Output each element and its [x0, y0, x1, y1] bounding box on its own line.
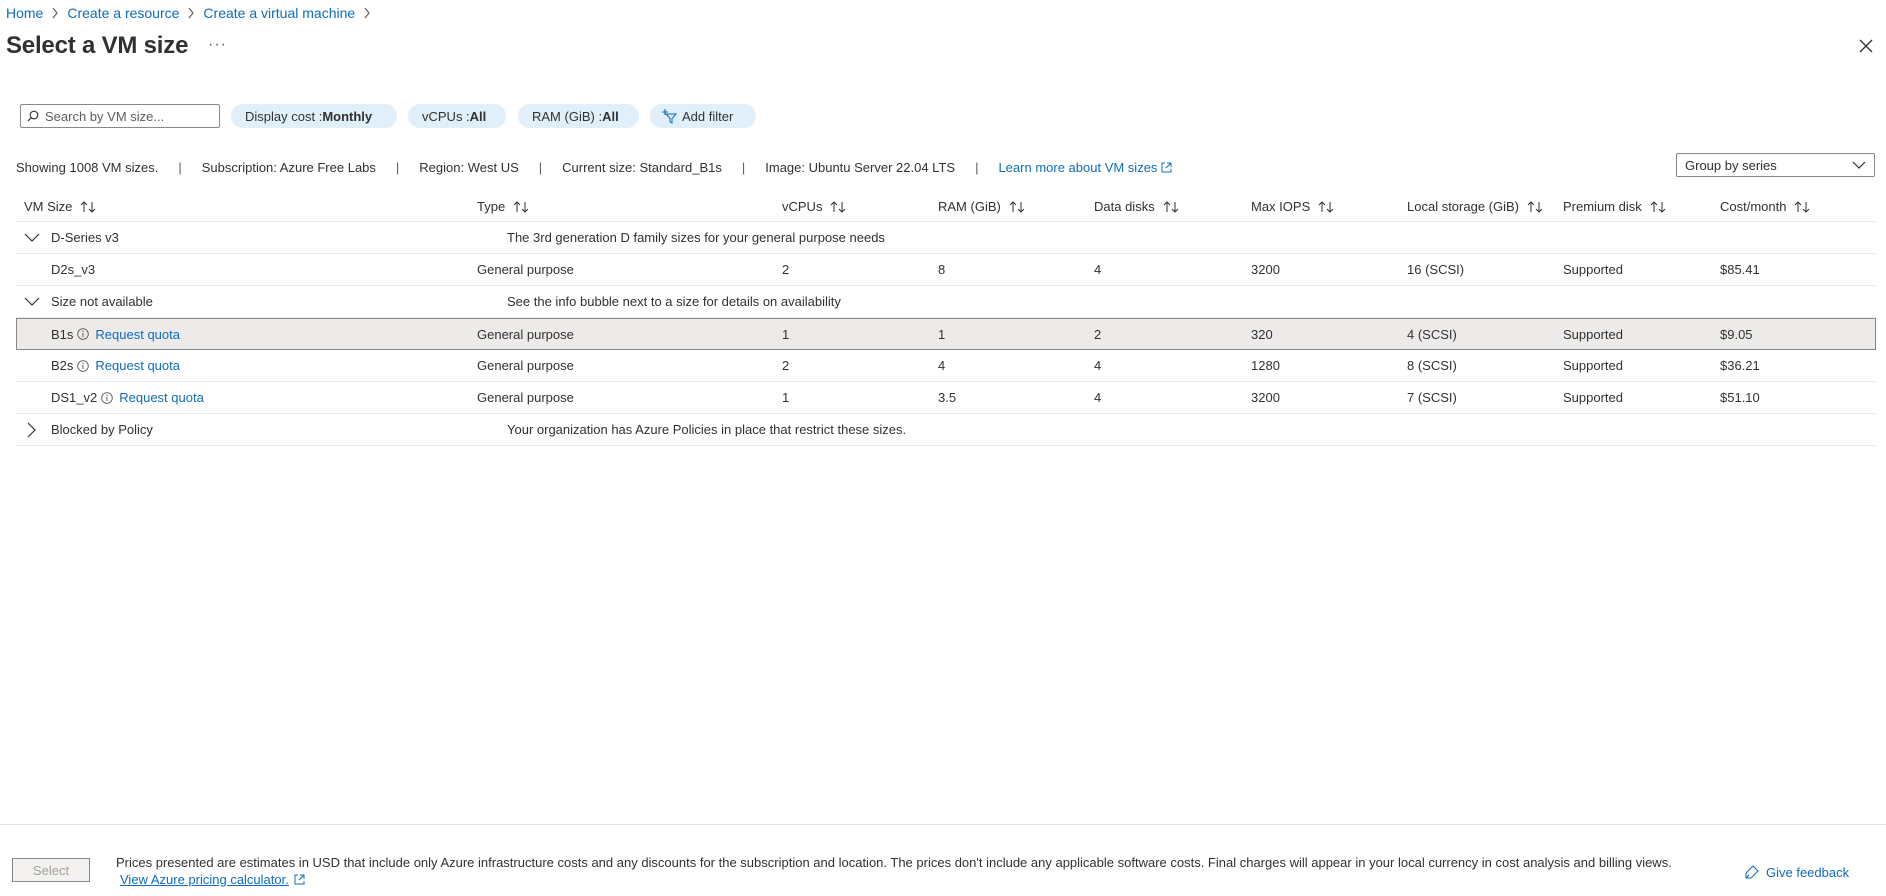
column-label: Type	[477, 199, 506, 214]
vm-size-cell	[51, 350, 180, 381]
group-description: Your organization has Azure Policies in place that restrict these sizes.	[507, 422, 907, 437]
group-by-dropdown[interactable]	[1676, 153, 1875, 177]
column-label: Data disks	[1094, 199, 1155, 214]
feedback-icon	[1744, 864, 1760, 880]
sort-icon	[1318, 201, 1334, 213]
pricing-disclaimer: Prices presented are estimates in USD that include only Azure infrastructure costs and any discounts for the subscription and location. The prices don't include any applicable software costs. Final charges will appear in your local currency in cost analysis and billing views.	[116, 855, 1672, 870]
expand-toggle[interactable]	[24, 414, 40, 445]
display-cost-label: Display cost :	[245, 108, 323, 124]
group-name: Blocked by Policy	[51, 422, 153, 437]
vcpus-filter-label: vCPUs :	[422, 108, 470, 124]
vcpus-filter[interactable]	[408, 104, 506, 128]
collapse-toggle[interactable]	[24, 286, 40, 317]
breadcrumb-create-resource[interactable]: Create a resource	[67, 5, 180, 21]
learn-more-link[interactable]	[998, 160, 1172, 175]
close-button[interactable]	[1858, 38, 1874, 54]
info-icon[interactable]	[101, 392, 113, 404]
learn-more-label: Learn more about VM sizes	[998, 160, 1158, 175]
type-cell: General purpose	[477, 358, 574, 373]
search-input-box[interactable]	[20, 104, 220, 128]
data-disks-cell: 4	[1094, 262, 1102, 277]
table-row-selected[interactable]	[16, 318, 1876, 350]
group-name: Size not available	[51, 294, 153, 309]
data-disks-cell: 4	[1094, 358, 1102, 373]
local-storage-cell: 7 (SCSI)	[1407, 390, 1457, 405]
chevron-down-icon	[24, 294, 40, 310]
ram-cell: 1	[938, 326, 946, 342]
type-cell: General purpose	[477, 390, 574, 405]
more-options-icon[interactable]: ···	[208, 36, 227, 53]
info-bar	[16, 160, 1172, 175]
data-disks-cell: 4	[1094, 390, 1102, 405]
pricing-calculator-link[interactable]	[120, 872, 305, 887]
select-button[interactable]: Select	[12, 858, 90, 882]
type-cell: General purpose	[477, 326, 574, 342]
local-storage-cell: 4 (SCSI)	[1407, 326, 1457, 342]
column-header-vcpus[interactable]	[782, 192, 846, 221]
vm-size-name: B2s	[51, 358, 74, 373]
type-cell: General purpose	[477, 262, 574, 277]
max-iops-cell: 320	[1251, 326, 1273, 342]
column-header-local-storage[interactable]	[1407, 192, 1543, 221]
request-quota-link[interactable]: Request quota	[95, 358, 180, 373]
premium-disk-cell: Supported	[1563, 326, 1623, 342]
vm-size-cell	[51, 382, 204, 413]
vm-size-cell	[51, 319, 180, 349]
sort-icon	[1650, 201, 1666, 213]
cost-cell: $9.05	[1720, 326, 1753, 342]
ram-filter[interactable]	[518, 104, 639, 128]
group-header-blocked-by-policy[interactable]	[16, 414, 1876, 446]
separator: |	[741, 160, 746, 175]
group-by-value: Group by series	[1685, 157, 1777, 173]
vcpus-cell: 1	[782, 390, 790, 405]
chevron-right-icon	[363, 7, 371, 19]
external-link-icon	[294, 874, 305, 885]
search-icon	[27, 110, 39, 122]
column-header-premium-disk[interactable]	[1563, 192, 1666, 221]
add-filter-button[interactable]	[650, 104, 756, 128]
ram-cell: 3.5	[938, 390, 957, 405]
vcpus-cell: 2	[782, 262, 790, 277]
column-label: Local storage (GiB)	[1407, 199, 1519, 214]
cost-cell: $85.41	[1720, 262, 1760, 277]
column-label: RAM (GiB)	[938, 199, 1001, 214]
table-header	[16, 192, 1876, 222]
cost-cell: $36.21	[1720, 358, 1760, 373]
sort-icon	[1163, 201, 1179, 213]
sort-icon	[80, 201, 96, 213]
premium-disk-cell: Supported	[1563, 390, 1623, 405]
separator: |	[538, 160, 543, 175]
group-header-size-not-available[interactable]	[16, 286, 1876, 318]
chevron-right-icon	[187, 7, 195, 19]
external-link-icon	[1161, 162, 1172, 173]
vm-size-table	[16, 192, 1876, 446]
table-row[interactable]	[16, 350, 1876, 382]
data-disks-cell: 2	[1094, 326, 1102, 342]
table-row[interactable]	[16, 382, 1876, 414]
local-storage-cell: 8 (SCSI)	[1407, 358, 1457, 373]
page-title: Select a VM size	[6, 32, 189, 59]
chevron-right-icon	[24, 422, 40, 438]
column-label: VM Size	[24, 199, 73, 214]
search-input[interactable]	[45, 109, 219, 124]
column-label: vCPUs	[782, 199, 823, 214]
group-name: D-Series v3	[51, 230, 119, 245]
give-feedback-label: Give feedback	[1766, 864, 1850, 880]
max-iops-cell: 3200	[1251, 390, 1280, 405]
column-label: Premium disk	[1563, 199, 1642, 214]
ram-filter-label: RAM (GiB) :	[532, 108, 603, 124]
premium-disk-cell: Supported	[1563, 358, 1623, 373]
add-filter-icon	[661, 108, 677, 124]
chevron-down-icon	[24, 230, 40, 246]
sort-icon	[1794, 201, 1810, 213]
current-size-info: Current size: Standard_B1s	[562, 160, 722, 175]
column-header-ram[interactable]	[938, 192, 1025, 221]
max-iops-cell: 3200	[1251, 262, 1280, 277]
table-row[interactable]	[16, 254, 1876, 286]
region-info: Region: West US	[419, 160, 519, 175]
breadcrumb-create-vm[interactable]: Create a virtual machine	[203, 5, 356, 21]
pricing-calculator-label: View Azure pricing calculator.	[120, 872, 289, 887]
display-cost-filter[interactable]	[231, 104, 397, 128]
ram-filter-value: All	[602, 108, 619, 124]
image-info: Image: Ubuntu Server 22.04 LTS	[765, 160, 956, 175]
column-header-data-disks[interactable]	[1094, 192, 1179, 221]
column-header-max-iops[interactable]	[1251, 192, 1334, 221]
group-header-d-series-v3[interactable]	[16, 222, 1876, 254]
vm-size-name: B1s	[51, 326, 74, 342]
vm-size-name: D2s_v3	[51, 262, 96, 277]
request-quota-link[interactable]: Request quota	[95, 326, 180, 342]
column-header-cost[interactable]	[1720, 192, 1810, 221]
sort-icon	[830, 201, 846, 213]
give-feedback-button[interactable]	[1744, 864, 1849, 880]
group-description: See the info bubble next to a size for details on availability	[507, 294, 841, 309]
separator: |	[395, 160, 400, 175]
vcpus-filter-value: All	[469, 108, 487, 124]
breadcrumb-home[interactable]: Home	[6, 5, 44, 21]
column-header-vm-size[interactable]	[24, 192, 96, 221]
max-iops-cell: 1280	[1251, 358, 1280, 373]
vcpus-cell: 2	[782, 358, 790, 373]
column-label: Cost/month	[1720, 199, 1787, 214]
info-icon[interactable]	[77, 328, 89, 340]
chevron-right-icon	[51, 7, 59, 19]
vcpus-cell: 1	[782, 326, 790, 342]
breadcrumb	[6, 5, 379, 21]
local-storage-cell: 16 (SCSI)	[1407, 262, 1465, 277]
footer-divider	[0, 824, 1886, 825]
sort-icon	[1009, 201, 1025, 213]
ram-cell: 4	[938, 358, 946, 373]
separator: |	[178, 160, 182, 175]
group-description: The 3rd generation D family sizes for your general purpose needs	[507, 230, 885, 245]
sort-icon	[1527, 201, 1543, 213]
sort-icon	[513, 201, 529, 213]
subscription-info: Subscription: Azure Free Labs	[201, 160, 376, 175]
showing-count: Showing 1008 VM sizes.	[16, 160, 159, 175]
column-header-type[interactable]	[477, 192, 529, 221]
collapse-toggle[interactable]	[24, 222, 40, 253]
ram-cell: 8	[938, 262, 946, 277]
add-filter-label: Add filter	[682, 108, 734, 124]
column-label: Max IOPS	[1251, 199, 1311, 214]
info-icon[interactable]	[77, 360, 89, 372]
vm-size-name: DS1_v2	[51, 390, 98, 405]
display-cost-value: Monthly	[322, 108, 373, 124]
cost-cell: $51.10	[1720, 390, 1760, 405]
separator: |	[975, 160, 979, 175]
request-quota-link[interactable]: Request quota	[119, 390, 204, 405]
close-icon	[1858, 38, 1874, 54]
chevron-down-icon	[1852, 161, 1866, 169]
premium-disk-cell: Supported	[1563, 262, 1623, 277]
